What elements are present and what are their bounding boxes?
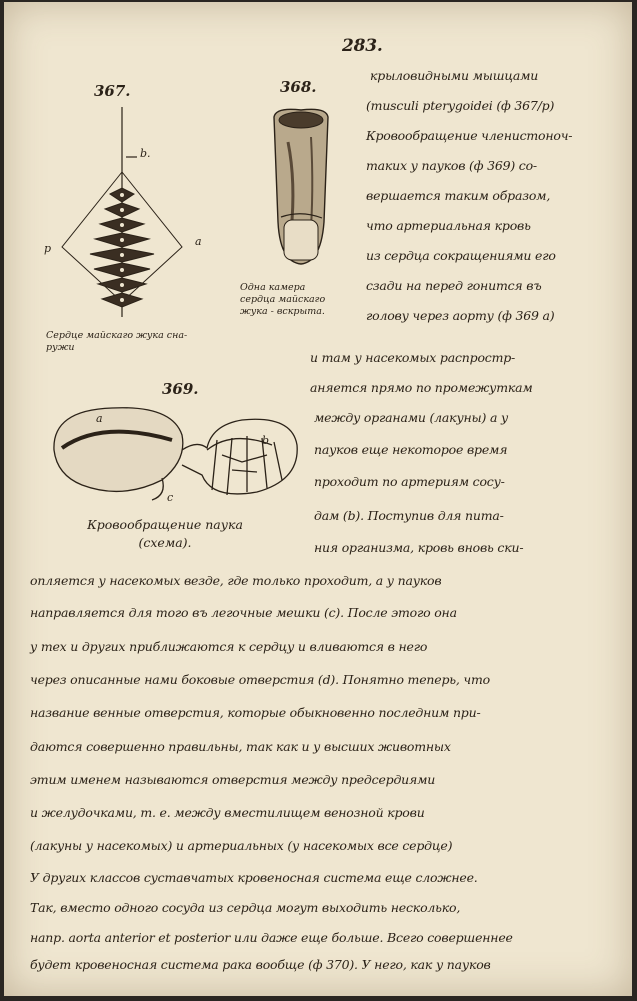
- full-width-line: название венные отверстия, которые обыкновенно последним при-: [30, 705, 481, 720]
- full-width-line: направляется для того въ легочные мешки (c). После этого она: [30, 605, 457, 620]
- figure-369-number: 369.: [162, 380, 199, 398]
- figure-367-drawing: [42, 102, 202, 332]
- right-column-line: крыловидными мышцами: [370, 68, 539, 83]
- figure-369-label-a: a: [96, 412, 103, 425]
- full-width-line: напр. aorta anterior et posterior или даже еще больше. Всего совершеннее: [30, 930, 513, 945]
- full-width-line: У других классов суставчатых кровеносная система еще сложнее.: [30, 870, 478, 885]
- right-column-line: ния организма, кровь вновь ски-: [314, 540, 524, 555]
- figure-367-label-p: p: [44, 242, 52, 255]
- figure-369-caption: [60, 516, 270, 552]
- full-width-line: через описанные нами боковые отверстия (d). Понятно теперь, что: [30, 672, 490, 687]
- ostium-dot: [120, 298, 124, 302]
- full-width-line: и желудочками, т. е. между вместилищем венозной крови: [30, 805, 425, 820]
- full-width-line: у тех и других приближаются к сердцу и вливаются в него: [30, 639, 428, 654]
- right-column-line: и там у насекомых распростр-: [310, 350, 516, 365]
- right-column-line: таких у пауков (ф 369) со-: [366, 158, 537, 173]
- right-column-line: дам (b). Поступив для пита-: [314, 508, 504, 523]
- ostium-dot: [120, 238, 124, 242]
- right-column-line: пауков еще некоторое время: [314, 442, 508, 457]
- right-column-line: что артериальная кровь: [366, 218, 531, 233]
- caption-line: Одна камера: [240, 282, 306, 293]
- ostium-dot: [120, 283, 124, 287]
- figure-369-drawing: [42, 400, 307, 510]
- right-column-line: между органами (лакуны) а у: [314, 410, 509, 425]
- caption-line: сердца майскаго: [240, 294, 326, 305]
- ostium-dot: [120, 268, 124, 272]
- caption-line: ружи: [46, 342, 75, 353]
- full-width-line: (лакуны у насекомых) и артериальных (у насекомых все сердце): [30, 838, 453, 853]
- right-column-line: аняется прямо по промежуткам: [310, 380, 533, 395]
- figure-368-number: 368.: [280, 78, 317, 96]
- manuscript-page: [4, 2, 632, 996]
- ostium-dot: [120, 193, 124, 197]
- ostium-dot: [120, 253, 124, 257]
- right-column-line: (musculi pterygoidei (ф 367/p): [366, 98, 555, 113]
- figure-367-label-b: b.: [140, 147, 151, 160]
- figure-367-number: 367.: [94, 82, 131, 100]
- figure-369-label-b: b: [262, 434, 270, 447]
- figure-367-caption: [46, 330, 187, 354]
- full-width-line: опляется у насекомых везде, где только проходит, а у пауков: [30, 573, 442, 588]
- right-column-line: вершается таким образом,: [366, 188, 551, 203]
- full-width-line: будет кровеносная система рака вообще (ф 370). У него, как у пауков: [30, 957, 491, 972]
- figure-368-drawing: [266, 102, 336, 272]
- caption-line: Кровообращение паука: [87, 517, 243, 532]
- full-width-line: даются совершенно правильны, так как и у высших животных: [30, 739, 451, 754]
- figure-368-caption: [240, 282, 325, 318]
- right-column-line: сзади на перед гонится въ: [366, 278, 542, 293]
- ostium-dot: [120, 223, 124, 227]
- page-number: 283.: [342, 36, 383, 56]
- caption-line: Сердце майскаго жука сна-: [46, 330, 188, 341]
- right-column-line: голову через аорту (ф 369 a): [366, 308, 555, 323]
- figure-369-label-c: c: [167, 491, 174, 504]
- full-width-line: Так, вместо одного сосуда из сердца могут выходить несколько,: [30, 900, 461, 915]
- right-column-line: проходит по артериям сосу-: [314, 474, 505, 489]
- full-width-line: этим именем называются отверстия между предсердиями: [30, 772, 436, 787]
- caption-line: (схема).: [138, 535, 192, 550]
- right-column-line: из сердца сокращениями его: [366, 248, 556, 263]
- caption-line: жука - вскрыта.: [240, 306, 325, 317]
- figure-367-label-a: a: [195, 235, 202, 248]
- ostium-dot: [120, 208, 124, 212]
- heart-segments: [90, 188, 154, 307]
- right-column-line: Кровообращение членистоноч-: [366, 128, 573, 143]
